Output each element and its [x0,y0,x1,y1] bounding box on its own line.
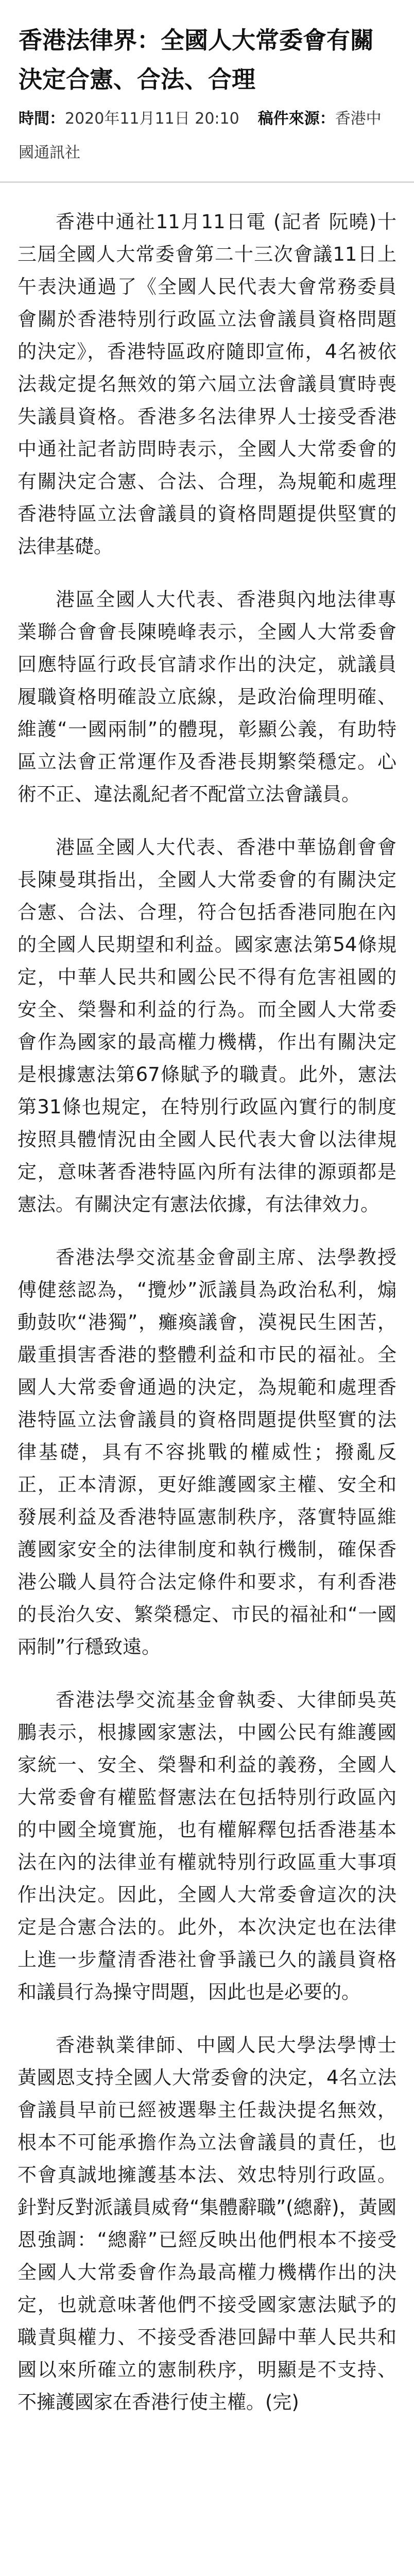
time-value: 2020年11月11日 20:10 [65,110,239,128]
article-paragraph-1: 香港中通社11月11日電 (記者 阮曉)十三屆全國人大常委會第二十三次會議11日上午表決通過了《全國人民代表大會常務委員會關於香港特別行政區立法會議員資格問題的決定》，香港特區政府隨即宣佈，4名被依法裁定提名無效的第六屆立法會議員實時喪失議員資格。香港多名法律界人士接受香港中通社記者訪問時表示，全國人大常委會的有關決定合憲、合法、合理，為規範和處理香港特區立法會議員的資格問題提供堅實的法律基礎。 [18,211,396,557]
article-meta [0,99,414,181]
article-title: 香港法律界：全國人大常委會有關決定合憲、合法、合理 [19,26,374,93]
article-paragraph-3: 港區全國人大代表、香港中華協創會會長陳曼琪指出，全國人大常委會的有關決定合憲、合法、合理，符合包括香港同胞在內的全國人民期望和利益。國家憲法第54條規定，中華人民共和國公民不得有危害祖國的安全、榮譽和利益的行為。而全國人大常委會作為國家的最高權力機構，作出有關決定是根據憲法第67條賦予的職責。此外，憲法第31條也規定，在特別行政區內實行的制度按照具體情況由全國人民代表大會以法律規定，意味著香港特區內所有法律的源頭都是憲法。有關決定有憲法依據，有法律效力。 [18,836,396,1215]
article-paragraph-2: 港區全國人大代表、香港與內地法律專業聯合會會長陳曉峰表示，全國人大常委會回應特區行政長官請求作出的決定，就議員履職資格明確設立底線，是政治倫理明確、維護“一國兩制”的體現，彰顯公義，有助特區立法會正常運作及香港長期繁榮穩定。心術不正、違法亂紀者不配當立法會議員。 [18,588,396,805]
article-paragraph-5: 香港法學交流基金會執委、大律師吳英鵬表示，根據國家憲法，中國公民有維護國家統一、安全、榮譽和利益的義務，全國人大常委會有權監督憲法在包括特別行政區內的中國全境實施，也有權解釋包括香港基本法在內的法律並有權就特別行政區重大事項作出決定。因此，全國人大常委會這次的決定是合憲合法的。此外，本次決定也在法律上進一步釐清香港社會爭議已久的議員資格和議員行為操守問題，因此也是必要的。 [18,1689,396,2003]
article-body [0,206,414,2418]
source-value: 香港中國通訊社 [19,110,382,162]
time-label: 時間： [19,110,65,128]
meta-divider [0,181,414,183]
source-label: 稿件來源： [257,110,335,128]
article-paragraph-4: 香港法學交流基金會副主席、法學教授傅健慈認為，“攬炒”派議員為政治私利，煽動鼓吹“港獨”，癱瘓議會，漠視民生困苦，嚴重損害香港的整體利益和市民的福祉。全國人大常委會通過的決定，為規範和處理香港特區立法會議員的資格問題提供堅實的法律基礎，具有不容挑戰的權威性；撥亂反正，正本清源，更好維護國家主權、安全和發展利益及香港特區憲制秩序，落實特區維護國家安全的法律制度和執行機制，確保香港公職人員符合法定條件和要求，有利香港的長治久安、繁榮穩定、市民的福祉和“一國兩制”行穩致遠。 [18,1246,396,1658]
article-paragraph-6: 香港執業律師、中國人民大學法學博士黃國恩支持全國人大常委會的決定，4名立法會議員早前已經被選舉主任裁決提名無效，根本不可能承擔作為立法會議員的責任，也不會真誠地擁護基本法、效忠特別行政區。針對反對派議員威脅“集體辭職”(總辭)，黃國恩強調：“總辭”已經反映出他們根本不接受全國人大常委會作為最高權力機構作出的決定，也就意味著他們不接受國家憲法賦予的職責與權力、不接受香港回歸中華人民共和國以來所確立的憲制秩序，明顯是不支持、不擁護國家在香港行使主權。(完) [18,2034,396,2413]
